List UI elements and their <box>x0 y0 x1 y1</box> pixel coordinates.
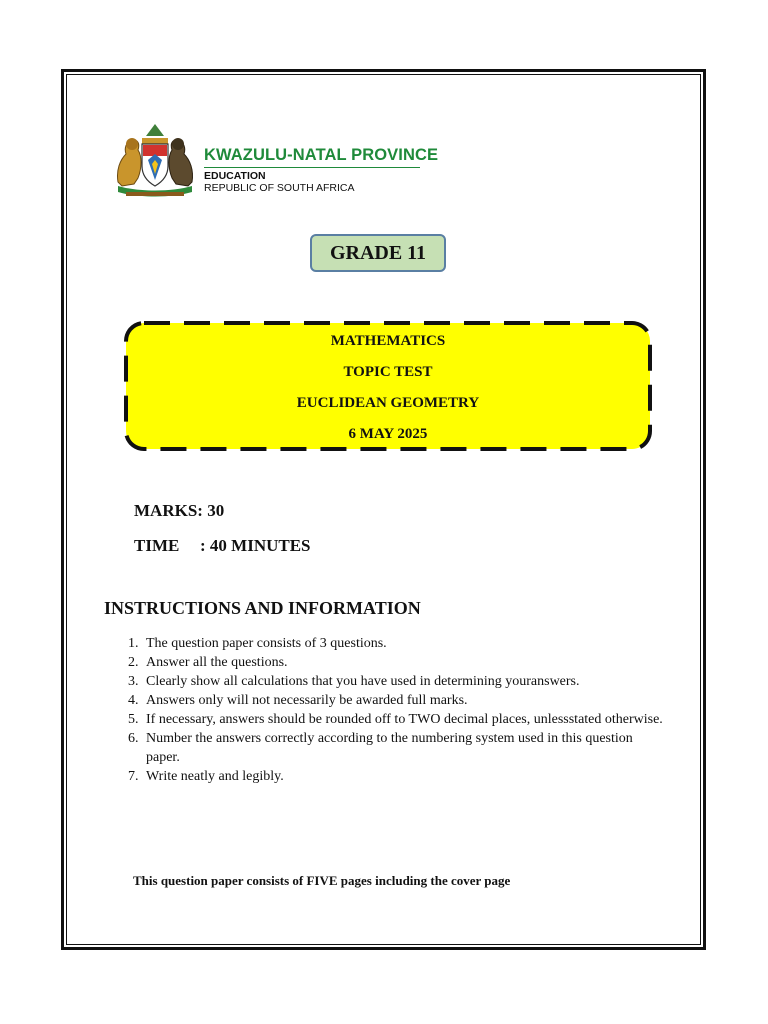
test-date: 6 MAY 2025 <box>348 426 428 442</box>
instructions-list <box>128 634 668 786</box>
grade-box <box>310 234 446 272</box>
country-name: REPUBLIC OF SOUTH AFRICA <box>204 182 355 194</box>
time-value: : 40 MINUTES <box>200 536 311 555</box>
item-number: 6. <box>128 731 139 746</box>
header-divider <box>204 167 420 168</box>
list-item <box>128 634 668 653</box>
item-number: 7. <box>128 769 139 784</box>
page-count-note: This question paper consists of FIVE pages including the cover page <box>133 873 511 888</box>
item-number: 1. <box>128 636 139 651</box>
item-text: If necessary, answers should be rounded off to TWO decimal places, unlessstated otherwise. <box>146 712 663 727</box>
list-item <box>128 729 668 767</box>
department-name: EDUCATION <box>204 170 266 182</box>
list-item <box>128 691 668 710</box>
item-text: Write neatly and legibly. <box>146 769 284 784</box>
province-name: KWAZULU-NATAL PROVINCE <box>204 146 439 164</box>
test-type: TOPIC TEST <box>343 364 433 380</box>
list-item <box>128 672 668 691</box>
coat-of-arms-icon <box>112 120 198 200</box>
item-text: Answers only will not necessarily be awarded full marks. <box>146 693 468 708</box>
subject-title: MATHEMATICS <box>330 333 446 349</box>
item-number: 5. <box>128 712 139 727</box>
grade-label: GRADE 11 <box>329 241 427 264</box>
topic-title: EUCLIDEAN GEOMETRY <box>296 395 480 411</box>
item-number: 4. <box>128 693 139 708</box>
item-number: 2. <box>128 655 139 670</box>
item-text: Clearly show all calculations that you have used in determining youranswers. <box>146 674 580 689</box>
item-text: Number the answers correctly according to the numbering system used in this question paper. <box>146 731 633 765</box>
time-label: TIME <box>134 536 180 555</box>
instructions-heading: INSTRUCTIONS AND INFORMATION <box>104 598 421 618</box>
marks-label: MARKS: 30 <box>134 501 225 520</box>
item-text: The question paper consists of 3 questions. <box>146 636 387 651</box>
list-item <box>128 710 668 729</box>
item-text: Answer all the questions. <box>146 655 288 670</box>
list-item <box>128 653 668 672</box>
list-item <box>128 767 668 786</box>
item-number: 3. <box>128 674 139 689</box>
subject-banner <box>123 320 653 452</box>
